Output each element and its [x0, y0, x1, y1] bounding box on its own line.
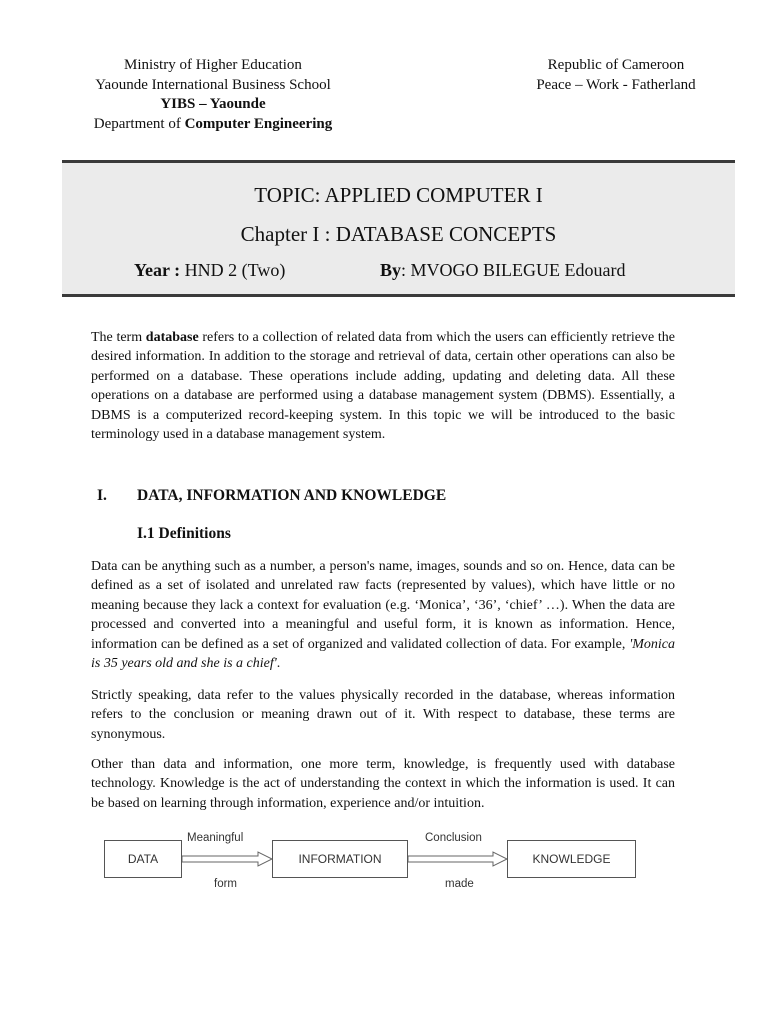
campus-line: [60, 95, 366, 115]
intro-paragraph: [91, 328, 675, 444]
data-definition-end: .: [276, 656, 281, 672]
country-line: Republic of Cameroon: [547, 57, 685, 73]
strict-definition-paragraph: Strictly speaking, data refer to the values physically recorded in the database, whereas information refers to the conclusion or meaning drawn out of it. With respect to database, these terms are synonymous.: [91, 688, 675, 742]
arrow-information-to-knowledge: [408, 852, 507, 866]
arrow1-top-label: Meaningful: [187, 832, 244, 844]
school-line: Yaounde International Business School: [95, 76, 331, 93]
campus-text: YIBS – Yaounde: [160, 96, 266, 112]
author-value: : MVOGO BILEGUE Edouard: [401, 260, 626, 280]
knowledge-box: KNOWLEDGE: [507, 840, 636, 878]
arrow1-bottom-label: form: [214, 878, 237, 890]
intro-before: The term: [91, 330, 146, 345]
ministry-line: Ministry of Higher Education: [124, 57, 302, 73]
example-quote: 'Monica is 35 years old and she is a chief': [91, 636, 675, 672]
arrow-data-to-information: [182, 852, 272, 866]
chapter-title: Chapter I : DATABASE CONCEPTS: [240, 222, 557, 246]
section-heading: [97, 487, 446, 505]
section-number: I.: [97, 487, 107, 504]
data-box: DATA: [104, 840, 182, 878]
year-line: [134, 260, 285, 281]
subsection-heading: I.1 Definitions: [137, 525, 231, 542]
intro-keyword: database: [145, 330, 199, 345]
title-box: [62, 160, 735, 297]
knowledge-paragraph: Other than data and information, one more term, knowledge, is frequently used with database technology. Knowledge is the act of understanding the context in which the information is used. It can be based on learning through information, experience and/or intuition.: [91, 757, 675, 811]
department-line: [60, 115, 366, 135]
arrow2-bottom-label: made: [445, 878, 474, 890]
data-information-knowledge-diagram: [100, 826, 640, 896]
department-name: Computer Engineering: [184, 115, 333, 132]
year-label: Year :: [134, 260, 181, 280]
year-value: HND 2 (Two): [180, 260, 286, 280]
author-line: [380, 260, 625, 281]
author-label: By: [380, 260, 402, 280]
motto-line: Peace – Work - Fatherland: [536, 76, 696, 93]
information-box: INFORMATION: [272, 840, 408, 878]
intro-after: refers to a collection of related data from which the users can efficiently retrieve the desired information. In addition to the storage and retrieval of data, certain other operations can also be performed on a database. These operations include adding, updating and deleting data. All these operations on a database are performed using a database management system (DBMS). Essentially, a DBMS is a computerized record-keeping system. In this topic we will be introduced to the basic terminology used in a database management system.: [91, 330, 675, 443]
section-title: DATA, INFORMATION AND KNOWLEDGE: [137, 487, 447, 504]
header-left-block: [60, 56, 366, 134]
data-definition-text: Data can be anything such as a number, a person's name, images, sounds and so on. Hence, data can be defined as a set of isolated and unrelated raw facts (represented by values), which have little or no meaning because they lack a context for evaluation (e.g. ‘Monica’, ‘36’, ‘chief’ …). When the data are processed and converted into a meaningful and useful form, it is known as information. Hence, information can be defined as a set of organized and validated collection of data. For example,: [91, 559, 675, 652]
data-definition-paragraph: [91, 557, 675, 673]
arrow2-top-label: Conclusion: [425, 832, 482, 844]
department-prefix: Department of: [93, 115, 185, 132]
topic-title: TOPIC: APPLIED COMPUTER I: [254, 183, 543, 207]
header-right-block: [510, 56, 722, 95]
